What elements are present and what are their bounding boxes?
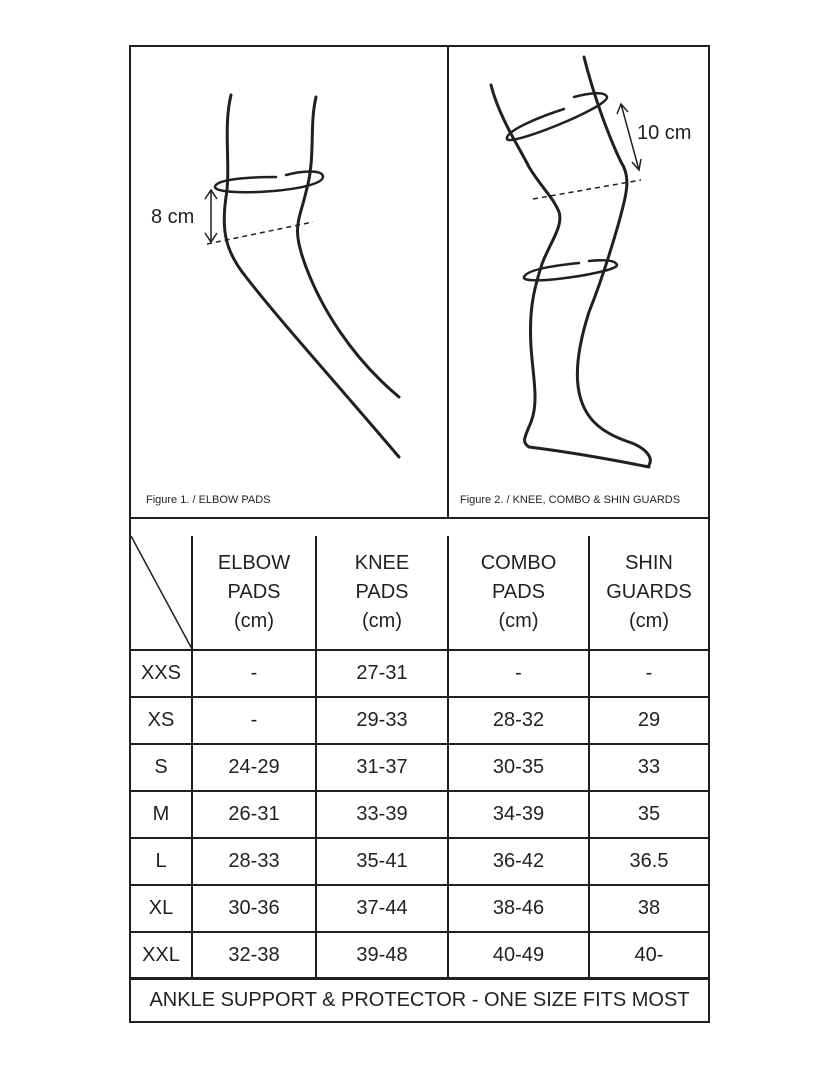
knee-value: 35-41	[316, 838, 448, 885]
knee-value: 33-39	[316, 791, 448, 838]
size-chart	[129, 45, 710, 1023]
header-knee-pads: KNEE PADS (cm)	[316, 536, 448, 650]
shin-value: 40-	[589, 932, 708, 979]
size-label: M	[131, 791, 192, 838]
header-shin-guards: SHIN GUARDS (cm)	[589, 536, 708, 650]
figure-knee-combo-shin	[449, 47, 708, 517]
figure-caption-elbow: Figure 1. / ELBOW PADS	[146, 494, 271, 506]
shin-value: 29	[589, 697, 708, 744]
shin-value: -	[589, 650, 708, 697]
size-label: L	[131, 838, 192, 885]
knee-value: 37-44	[316, 885, 448, 932]
combo-value: 36-42	[448, 838, 589, 885]
size-label: XL	[131, 885, 192, 932]
table-row	[131, 744, 708, 791]
size-label: XXL	[131, 932, 192, 979]
table-row	[131, 791, 708, 838]
knee-value: 31-37	[316, 744, 448, 791]
knee-value: 27-31	[316, 650, 448, 697]
elbow-illustration	[131, 47, 447, 517]
combo-value: 30-35	[448, 744, 589, 791]
figure-elbow-pads	[131, 47, 447, 517]
size-table	[131, 536, 708, 980]
table-row	[131, 697, 708, 744]
shin-value: 38	[589, 885, 708, 932]
knee-measure-label: 10 cm	[637, 122, 692, 144]
footer-note: ANKLE SUPPORT & PROTECTOR - ONE SIZE FITS MOST	[131, 977, 708, 1021]
elbow-measure-label: 8 cm	[151, 206, 195, 228]
elbow-value: 32-38	[192, 932, 316, 979]
combo-value: 40-49	[448, 932, 589, 979]
diagonal-line	[131, 536, 192, 649]
shin-value: 36.5	[589, 838, 708, 885]
section-divider	[131, 517, 708, 519]
size-label: XS	[131, 697, 192, 744]
table-row	[131, 838, 708, 885]
elbow-value: 26-31	[192, 791, 316, 838]
elbow-value: 24-29	[192, 744, 316, 791]
corner-cell	[131, 536, 192, 650]
combo-value: -	[448, 650, 589, 697]
table-row	[131, 932, 708, 979]
header-combo-pads: COMBO PADS (cm)	[448, 536, 589, 650]
combo-value: 38-46	[448, 885, 589, 932]
header-elbow-pads: ELBOW PADS (cm)	[192, 536, 316, 650]
elbow-value: 28-33	[192, 838, 316, 885]
shin-value: 35	[589, 791, 708, 838]
elbow-value: -	[192, 697, 316, 744]
combo-value: 34-39	[448, 791, 589, 838]
size-label: XXS	[131, 650, 192, 697]
knee-value: 29-33	[316, 697, 448, 744]
knee-value: 39-48	[316, 932, 448, 979]
combo-value: 28-32	[448, 697, 589, 744]
shin-value: 33	[589, 744, 708, 791]
elbow-value: 30-36	[192, 885, 316, 932]
leg-illustration	[449, 47, 708, 517]
figure-caption-knee: Figure 2. / KNEE, COMBO & SHIN GUARDS	[460, 494, 681, 506]
table-row	[131, 885, 708, 932]
table-header-row	[131, 536, 708, 650]
elbow-value: -	[192, 650, 316, 697]
table-row	[131, 650, 708, 697]
size-label: S	[131, 744, 192, 791]
